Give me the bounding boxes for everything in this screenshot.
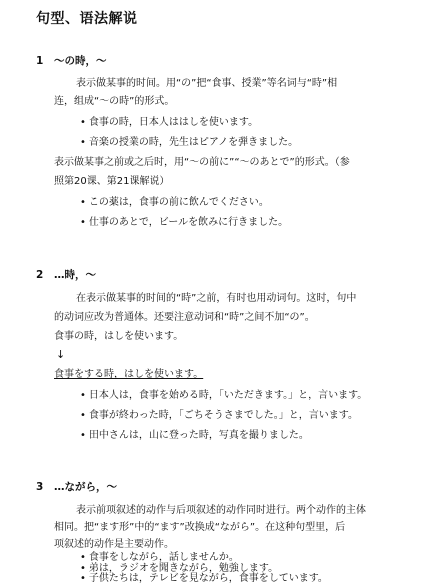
example-sentence: • 子供たちは，テレビを見ながら，食事をしています。 [80,573,328,585]
section-2-transformed-sentence: 食事をする時，はしを使います。 [54,369,204,380]
section-1-number: 1 [36,55,44,67]
example-sentence: • 食事の時，日本人ははしを使います。 [80,117,258,129]
section-3-paragraph-line: 相同。把“ます形”中的“ます”改换成“ながら”。在这种句型里，后 [54,522,346,533]
section-1-heading: ～の時，～ [54,55,107,67]
section-2-heading: …時，～ [54,269,96,281]
section-2-base-sentence: 食事の時，はしを使います。 [54,331,184,342]
section-3-number: 3 [36,481,44,493]
example-sentence: • この薬は，食事の前に飲んでください。 [80,197,269,209]
example-sentence: • 食事が終わった時，「ごちそうさまでした。」と，言います。 [80,410,358,422]
section-2-number: 2 [36,269,44,281]
section-1-paragraph-line: 照第20课、第21课解说） [54,176,170,187]
section-1-paragraph-line: 表示做某事之前或之后时，用“～の前に”“～のあとで”的形式。（参 [54,157,350,168]
page-title: 句型、语法解说 [36,11,138,27]
down-arrow-icon: ↓ [56,348,66,361]
section-2-paragraph-line: 的动词应改为普通体。还要注意动词和“時”之间不加“の”。 [54,312,315,323]
section-2-paragraph-line: 在表示做某事的时间的“時”之前，有时也用动词句。这时，句中 [76,293,357,304]
section-1-paragraph-line: 连，组成“～の時”的形式。 [54,96,175,107]
example-sentence: • 音楽の授業の時，先生はピアノを弾きました。 [80,137,298,149]
section-3-paragraph-line: 项叙述的动作是主要动作。 [54,539,174,550]
example-sentence: • 弟は，ラジオを聞きながら，勉強します。 [80,563,278,575]
example-sentence: • 仕事のあとで，ビールを飲みに行きました。 [80,217,288,229]
section-1-paragraph-line: 表示做某事的时间。用“の”把“食事、授業”等名词与“時”相 [76,78,338,89]
example-sentence: • 食事をしながら，話しませんか。 [80,552,239,564]
section-3-heading: …ながら，～ [54,481,117,493]
example-sentence: • 日本人は，食事を始める時，「いただきます。」と，言います。 [80,390,367,402]
section-3-paragraph-line: 表示前项叙述的动作与后项叙述的动作同时进行。两个动作的主体 [76,505,366,516]
example-sentence: • 田中さんは，山に登った時，写真を撮りました。 [80,430,309,442]
